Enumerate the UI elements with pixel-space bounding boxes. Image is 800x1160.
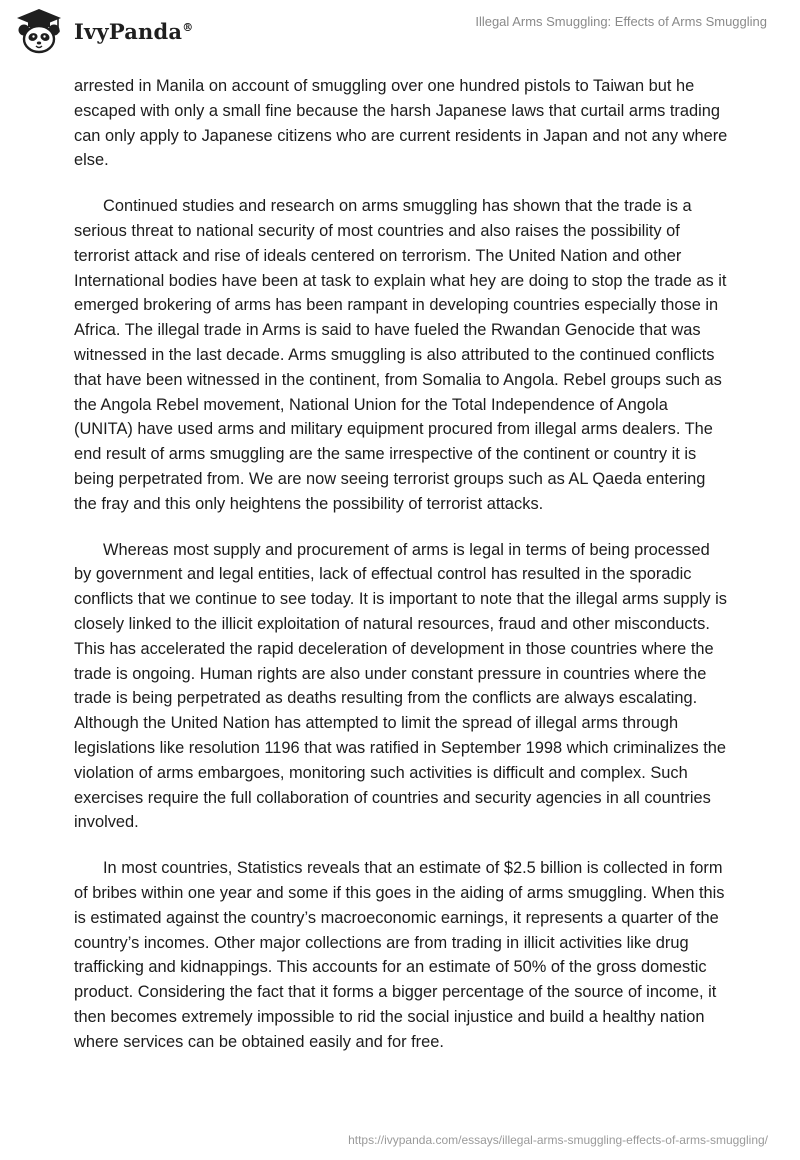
paragraph: Whereas most supply and procurement of arms is legal in terms of being processed by government and legal entities, lack of effectual control has resulted in the sporadic conflicts that we continue to see today. It is important to note that the illegal arms supply is closely linked to the illicit exploitation of natural resources, fraud and other misconducts. This has accelerated the rapid deceleration of development in those countries where the trade is ongoing. Human rights are also under constant pressure in countries where the trade is being perpetrated as deaths resulting from the conflicts are always escalating. Although the United Nation has attempted to limit the spread of illegal arms through legislations like resolution 1196 that was ratified in September 1998 which criminalizes the violation of arms embargoes, monitoring such activities is difficult and complex. Such exercises require the full collaboration of countries and security agencies in all countries involved. [74,540,727,832]
paragraph: arrested in Manila on account of smuggling over one hundred pistols to Taiwan but he escaped with only a small fine because the harsh Japanese laws that curtail arms trading can only apply to Japanese citizens who are current residents in Japan and not any where else. [74,77,728,170]
logo-wordmark [74,19,193,44]
page-header [0,0,800,70]
paragraph: Continued studies and research on arms smuggling has shown that the trade is a serious threat to national security of most countries and also raises the possibility of terrorist attack and rise of ideals centered on terrorism. The United Nation and other International bodies have been at task to explain what hey are doing to stop the trade as it emerged brokering of arms has been rampant in developing countries especially those in Africa. The illegal trade in Arms is said to have fueled the Rwandan Genocide that was witnessed in the last decade. Arms smuggling is also attributed to the continued conflicts that have been witnessed in the continent, from Somalia to Angola. Rebel groups such as the Angola Rebel movement, National Union for the Total Independence of Angola (UNITA) have used arms and military equipment procured from illegal arms dealers. The end result of arms smuggling are the same irrespective of the continent or country it is being perpetrated from. We are now seeing terrorist groups such as AL Qaeda entering the fray and this only heightens the possibility of terrorist attacks. [74,197,727,513]
document-title: Illegal Arms Smuggling: Effects of Arms Smuggling [475,14,767,29]
source-url-link[interactable]: https://ivypanda.com/essays/illegal-arms-smuggling-effects-of-arms-smuggling/ [348,1133,768,1147]
panda-graduate-icon [14,6,64,56]
logo-text: IvyPanda [74,18,183,44]
registered-mark: ® [182,20,194,34]
essay-body [74,74,728,1075]
paragraph: In most countries, Statistics reveals that an estimate of $2.5 billion is collected in form of bribes within one year and some if this goes in the aiding of arms smuggling. When this is estimated against the country’s macroeconomic earnings, it represents a quarter of the country’s incomes. Other major collections are from trading in illicit activities like drug trafficking and kidnappings. This accounts for an estimate of 50% of the gross domestic product. Considering the fact that it forms a bigger percentage of the source of income, it then becomes extremely impossible to rid the social injustice and build a healthy nation where services can be obtained easily and for free. [74,859,725,1051]
logo[interactable] [14,6,193,56]
